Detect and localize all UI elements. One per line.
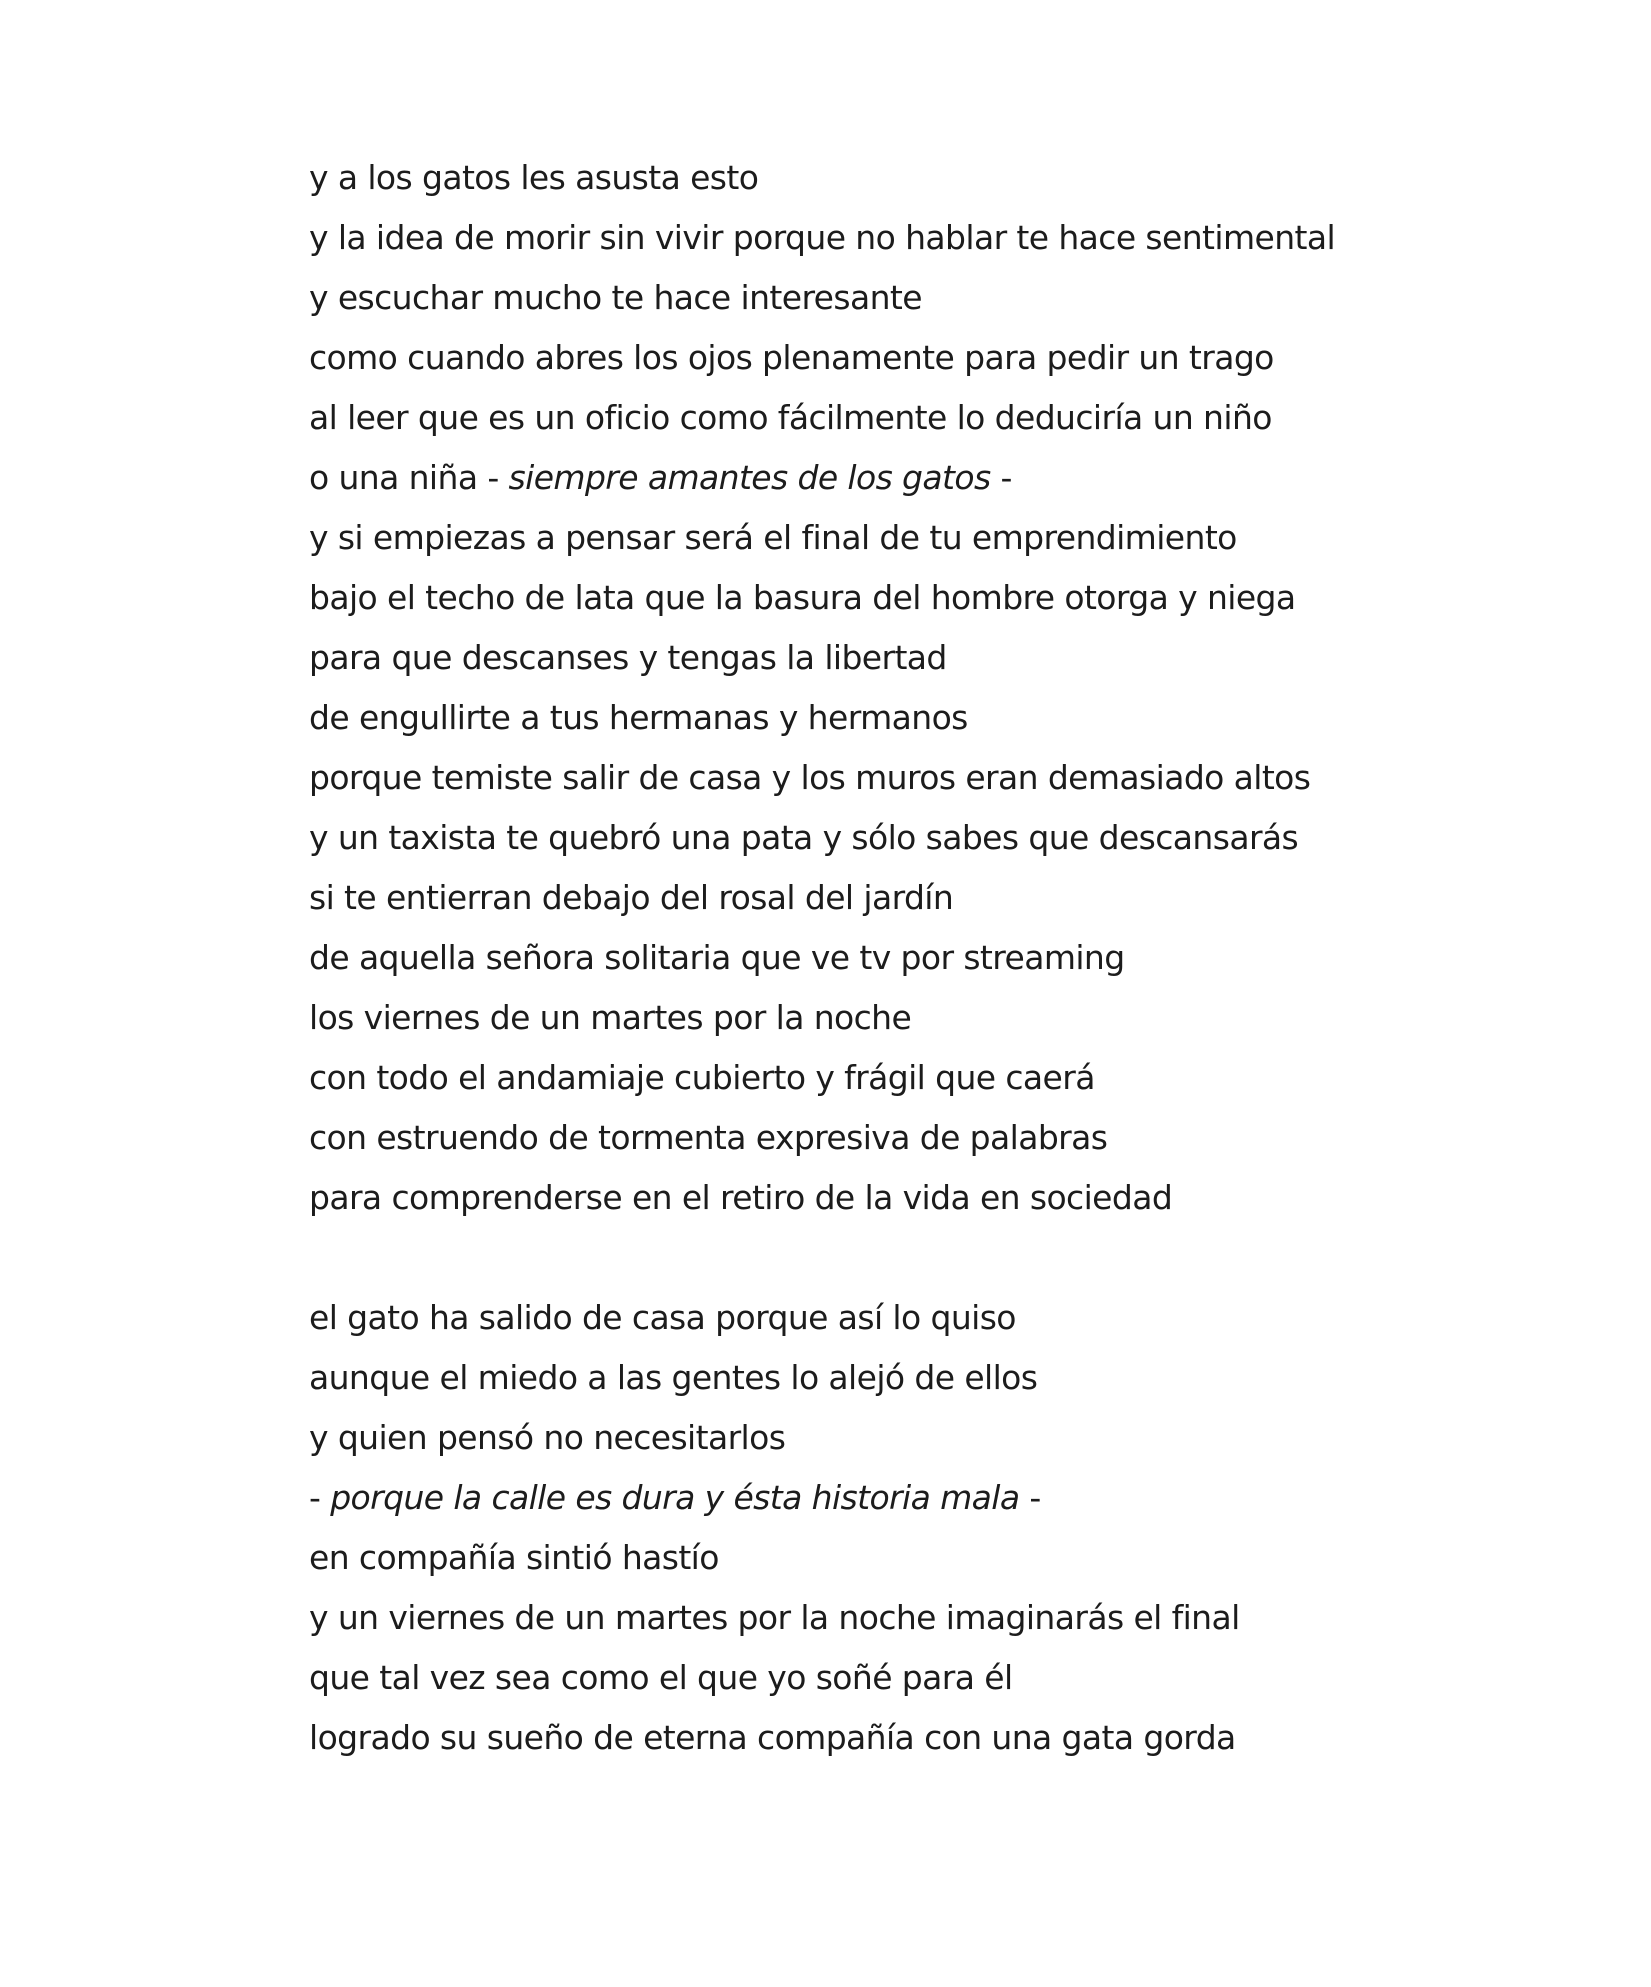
poem-line — [309, 208, 1609, 268]
poem-line-text: y a los gatos les asusta esto — [309, 158, 759, 197]
poem-line-text: en compañía sintió hastío — [309, 1538, 719, 1577]
poem-stanza — [309, 148, 1609, 1228]
poem-line — [309, 628, 1609, 688]
poem-stanza — [309, 1288, 1609, 1768]
poem-line — [309, 808, 1609, 868]
poem-line-text: y un taxista te quebró una pata y sólo sabes que descansarás — [309, 818, 1299, 857]
poem-line-text: el gato ha salido de casa porque así lo quiso — [309, 1298, 1016, 1337]
poem-line — [309, 988, 1609, 1048]
poem-line — [309, 328, 1609, 388]
poem-line — [309, 748, 1609, 808]
poem-line — [309, 1108, 1609, 1168]
poem-line-text: aunque el miedo a las gentes lo alejó de ellos — [309, 1358, 1038, 1397]
poem-line — [309, 448, 1609, 508]
poem-line-text: y un viernes de un martes por la noche imaginarás el final — [309, 1598, 1240, 1637]
poem-line-text: y quien pensó no necesitarlos — [309, 1418, 786, 1457]
poem-line-text: si te entierran debajo del rosal del jardín — [309, 878, 954, 917]
poem-line — [309, 1468, 1609, 1528]
poem-line-text: al leer que es un oficio como fácilmente lo deduciría un niño — [309, 398, 1272, 437]
poem-line — [309, 1048, 1609, 1108]
poem-line — [309, 928, 1609, 988]
poem-line-text: que tal vez sea como el que yo soñé para él — [309, 1658, 1013, 1697]
poem-line — [309, 1708, 1609, 1768]
poem-line — [309, 1348, 1609, 1408]
poem-line — [309, 268, 1609, 328]
poem-line-text: y la idea de morir sin vivir porque no hablar te hace sentimental — [309, 218, 1336, 257]
poem-line-text: para que descanses y tengas la libertad — [309, 638, 947, 677]
poem-line-text: logrado su sueño de eterna compañía con una gata gorda — [309, 1718, 1236, 1757]
poem-line-text: y escuchar mucho te hace interesante — [309, 278, 922, 317]
poem-line-text: con todo el andamiaje cubierto y frágil que caerá — [309, 1058, 1095, 1097]
poem-italic-text: porque la calle es dura y ésta historia mala — [330, 1478, 1020, 1517]
poem-line — [309, 508, 1609, 568]
poem-line — [309, 1288, 1609, 1348]
poem-line — [309, 568, 1609, 628]
poem-line — [309, 148, 1609, 208]
poem-line — [309, 868, 1609, 928]
poem-line-text: como cuando abres los ojos plenamente para pedir un trago — [309, 338, 1274, 377]
poem-line-text: o una niña - — [309, 458, 509, 497]
poem-line-text: porque temiste salir de casa y los muros eran demasiado altos — [309, 758, 1311, 797]
poem-line-text: para comprenderse en el retiro de la vida en sociedad — [309, 1178, 1173, 1217]
poem-line-text: - — [1019, 1478, 1041, 1517]
poem-line — [309, 1168, 1609, 1228]
poem-line-text: de engullirte a tus hermanas y hermanos — [309, 698, 968, 737]
poem-line-text: de aquella señora solitaria que ve tv por streaming — [309, 938, 1125, 977]
poem-line — [309, 1588, 1609, 1648]
poem-line-text: - — [990, 458, 1012, 497]
poem-line — [309, 388, 1609, 448]
poem-italic-text: siempre amantes de los gatos — [508, 458, 991, 497]
poem-line — [309, 1648, 1609, 1708]
poem-line-text: y si empiezas a pensar será el final de tu emprendimiento — [309, 518, 1237, 557]
poem-line-text: con estruendo de tormenta expresiva de palabras — [309, 1118, 1108, 1157]
poem-line — [309, 1408, 1609, 1468]
poem-line-text: bajo el techo de lata que la basura del hombre otorga y niega — [309, 578, 1296, 617]
poem-line-text: los viernes de un martes por la noche — [309, 998, 912, 1037]
poem-line-text: - — [309, 1478, 331, 1517]
poem-line — [309, 688, 1609, 748]
poem-line — [309, 1528, 1609, 1588]
poem-text — [309, 148, 1609, 1768]
